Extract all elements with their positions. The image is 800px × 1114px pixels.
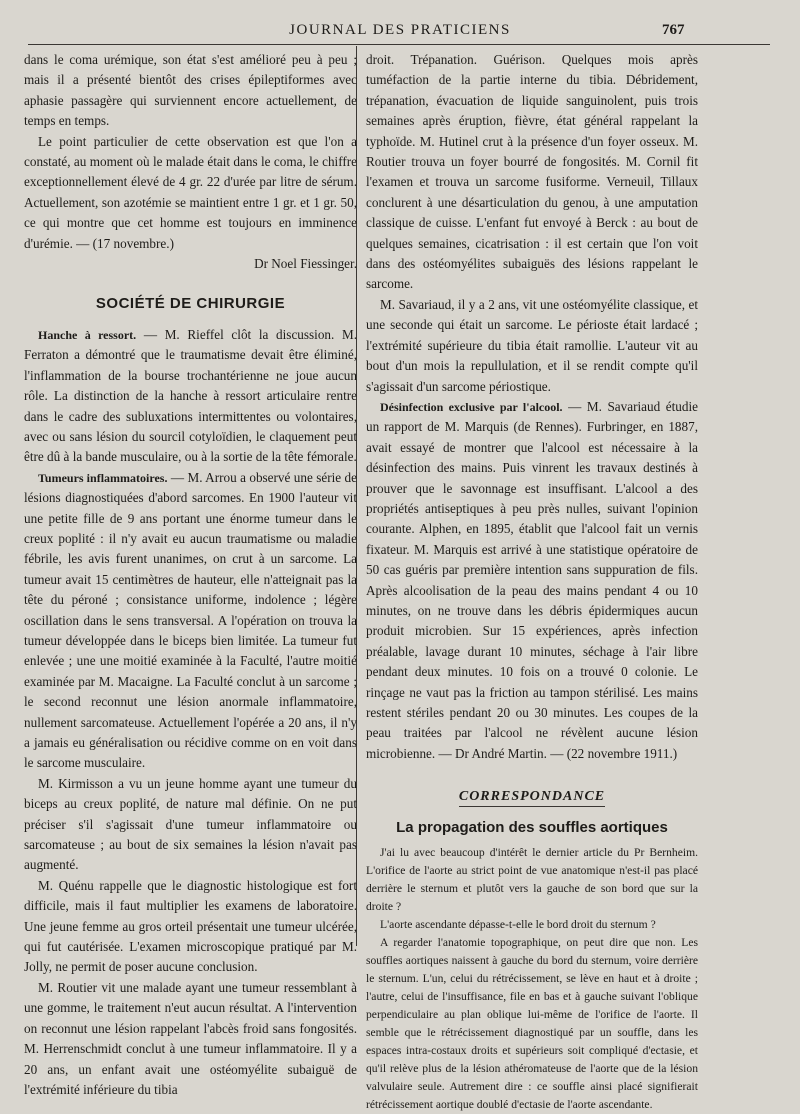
paragraph: dans le coma urémique, son état s'est amélioré peu à peu ; mais il a présenté bientôt des crises épileptiformes avec aphasie passagère qui surviennent encore actuellement, de temps en temps.: [24, 52, 357, 129]
paragraph: Tumeurs inflammatoires. — M. Arrou a observé une série de lésions diagnostiquées d'abord sarcomes. En 1900 l'auteur vit une petite fille de 9 ans portant une énorme tumeur dans le creux poplité : il n'y avait eu aucun traumatisme ou maladie fébrile, les avis furent unanimes, on crut à un sarcome. La tumeur avait 15 centimètres de hauteur, elle n'atteignait pas la tête du péroné ; consistance uniforme, indolence ; légère oscillation dans le sens transversal. A l'opération on trouva la tumeur développée dans le biceps bien limitée. La tumeur fut enlevée ; une une moitié examinée à la Faculté, l'autre moitié examinée par M. Macaigne. La Faculté conclut à un sarcome ; le second reconnut une lésion anormale inflammatoire, nullement sarcomateuse. Actuellement l'opérée a 20 ans, il n'y a jamais eu généralisation ou récidive comme on en voit dans le sarcome musculaire.: [24, 469, 357, 771]
paragraph: A regarder l'anatomie topographique, on peut dire que non. Les souffles aortiques naissent à gauche du bord du sternum, voire derrière le sternum. L'un, celui du rétrécissement, se lève en haut et à droite ; l'autre, celui de l'insuffisance, file en bas et à gauche suivant l'oblique perpendiculaire au plan oblique lui-même de l'orifice de l'aorte. Il semble que le rétrécissement diagnostiqué par un souffle, dans les espaces intra-costaux droits et supérieurs soit compliqué d'ectasie, et qu'il relève plus de la lésion athéromateuse de l'aorte que de la lésion valvulaire seule. Autrement dire : ce souffle ainsi placé signifierait rétrécissement aortique doublé d'ectasie de l'aorte ascendante.: [366, 936, 698, 1112]
page-header: [0, 0, 800, 48]
left-column: [24, 50, 357, 1100]
paragraph: Le point particulier de cette observation est que l'on a constaté, au moment où le malade était dans le coma, le chiffre exceptionnellement élevé de 4 gr. 22 d'urée par litre de sérum. Actuellement, son azotémie se maintient entre 1 gr. et 1 gr. 50, ce qui montre que cet homme est toujours en imminence d'urémie. — (17 novembre.): [24, 133, 357, 251]
paragraph: M. Routier vit une malade ayant une tumeur ressemblant à une gomme, le traitement n'eut aucun résultat. A l'intervention on reconnut une lésion rappelant l'abcès froid sans fongosités. M. Herrenschmidt conclut à une tumeur inflammatoire. Il y a 20 ans, un enfant avait une ostéomyélite subaiguë de l'extrémité inférieure du tibia: [24, 979, 357, 1097]
paragraph: M. Savariaud, il y a 2 ans, vit une ostéomyélite classique, et une seconde qui était un sarcome. Le périoste était lardacé ; l'extrémité supérieure du tibia était ramollie. L'auteur vit au bout d'un mois la repullulation, et il se rendit compte qu'il s'agissait d'un sarcome périostique.: [366, 296, 698, 394]
run-in-heading: Hanche à ressort.: [38, 327, 137, 342]
header-rule: [28, 44, 770, 45]
run-in-heading: Tumeurs inflammatoires.: [38, 470, 168, 485]
author-signature: Dr Noel Fiessinger.: [254, 256, 357, 272]
journal-title: JOURNAL DES PRATICIENS: [289, 22, 511, 38]
paragraph: droit. Trépanation. Guérison. Quelques mois après tuméfaction de la partie interne du tibia. Débridement, trépanation, évacuation de liquide sanguinolent, puis trois semaines après éruption, fièvre, état général rappelant la typhoïde. M. Hutinel crut à la présence d'un foyer osseux. M. Routier trouva un foyer bourré de fongosités. M. Cornil fit l'examen et trouva un sarcome fusiforme. Verneuil, Tillaux conclurent à une désarticulation du genou, à une amputation classique de cuisse. L'enfant fut envoyé à Berck : au bout de quelques semaines, cicatrisation : il est certain que l'on voit dans des ostéomyélites subaiguës des lésions rappelant le sarcome.: [366, 52, 698, 292]
page-number: 767: [662, 22, 685, 38]
correspondance-heading: CORRESPONDANCE: [459, 789, 605, 807]
paragraph: Hanche à ressort. — M. Rieffel clôt la discussion. M. Ferraton a démontré que le traumatisme devait être éliminé, l'inflammation de la bourse trochantérienne ne joue aucun rôle. La distinction de la hanche à ressort articulaire rentre dans le cadre des subluxations intermittentes ou volontaires, avec ou sans lésion du sourcil cotyloïdien, le claquement peut être dû à la bande musculaire, ou à la sortie de la tête fémorale.: [24, 326, 357, 465]
article-title: La propagation des souffles aortiques: [396, 818, 668, 836]
paragraph: L'aorte ascendante dépasse-t-elle le bord droit du sternum ?: [380, 918, 656, 932]
run-in-heading: Désinfection exclusive par l'alcool.: [380, 399, 563, 414]
paragraph: M. Kirmisson a vu un jeune homme ayant une tumeur du biceps au creux poplité, de nature mal définie. On ne put préciser s'il s'agissait d'une tumeur inflammatoire ou sarcomateuse ; au bout de six semaines la lésion n'avait pas augmenté.: [24, 775, 357, 873]
paragraph: J'ai lu avec beaucoup d'intérêt le dernier article du Pr Bernheim. L'orifice de l'aorte au strict point de vue anatomique n'est-il pas placé derrière le sternum et plutôt vers la gauche de son bord que sur la droite ?: [366, 846, 698, 914]
right-column: [366, 50, 698, 1114]
section-heading: SOCIÉTÉ DE CHIRURGIE: [95, 295, 286, 313]
paragraph: Désinfection exclusive par l'alcool. — M. Savariaud étudie un rapport de M. Marquis (de Rennes). Furbringer, en 1887, avait essayé de montrer que l'alcool est nécessaire à la désinfection des mains. Puis vinrent les travaux destinés à prouver que le savonnage est insuffisant. L'alcool a des propriétés antiseptiques à peu près nulles, suivant l'opinion courante. Alphen, en 1895, établit que l'alcool fait un vernis fixateur. M. Marquis est arrivé à une statistique opératoire de 50 cas guéris par première intention sans suppuration de fils. Après alcoolisation de la peau des mains pendant 4 ou 10 minutes, on ne trouve dans les débris épidermiques aucun produit microbien. Sur 15 expériences, après infection préalable, lavage durant 10 minutes, séchage à l'air libre pendant deux minutes. 10 fois on a trouvé 0 colonie. Le rinçage ne vaut pas la friction au tampon stérilisé. Les mains restent stériles pendant 20 ou 30 minutes. Les coupes de la peau traitées par l'alcool ne révèlent aucune lésion microbienne. — Dr André Martin. — (22 novembre 1911.): [366, 398, 698, 761]
correspondance-heading-wrap: [366, 786, 698, 807]
paragraph: M. Quénu rappelle que le diagnostic histologique est fort difficile, mais il faut multiplier les examens de laboratoire. Une jeune femme au gros orteil présentait une tumeur ulcérée, qui fut cautérisée. L'examen microscopique pratiqué par M. Jolly, ne permit de poser aucune conclusion.: [24, 877, 357, 975]
